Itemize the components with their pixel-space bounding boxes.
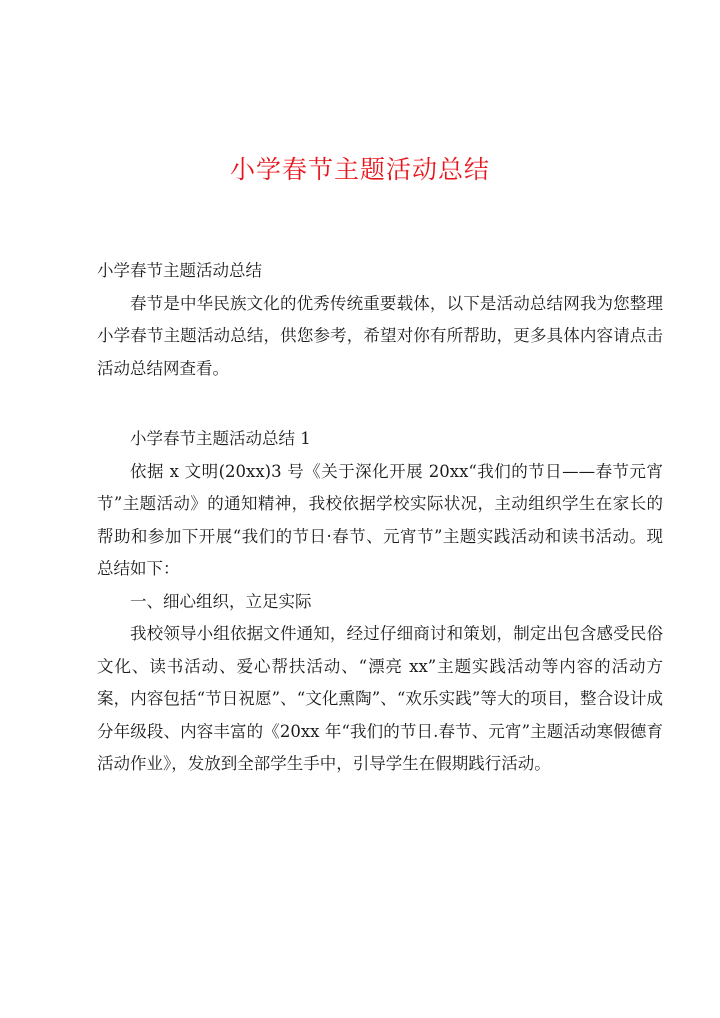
paragraph-gap [97, 385, 663, 423]
document-body [97, 255, 663, 781]
section-heading: 小学春节主题活动总结 1 [130, 429, 311, 448]
subsection-heading: 一、细心组织，立足实际 [130, 591, 312, 611]
paragraph-subtitle: 小学春节主题活动总结 [97, 261, 262, 280]
document-title: 小学春节主题活动总结 [229, 155, 490, 184]
paragraph-basis: 依据 x 文明(20xx)3 号《关于深化开展 20xx“我们的节日——春节元宵节”主题活动》的通知精神，我校依据学校实际状况，主动组织学生在家长的帮助和参加下开展“我们的节日·春节、元宵节”主题实践活动和读书活动。现总结如下： [97, 461, 663, 578]
paragraph-plan: 我校领导小组依据文件通知，经过仔细商讨和策划，制定出包含感受民俗文化、读书活动、爱心帮扶活动、“漂亮 xx”主题实践活动等内容的活动方案，内容包括“节日祝愿”、“文化熏陶”、“欢乐实践”等大的项目，整合设计成分年级段、内容丰富的《20xx 年“我们的节日.春节、元宵”主题活动寒假德育活动作业》，发放到全部学生手中，引导学生在假期践行活动。 [97, 624, 663, 773]
paragraph-intro: 春节是中华民族文化的优秀传统重要载体，以下是活动总结网我为您整理小学春节主题活动总结，供您参考，希望对你有所帮助，更多具体内容请点击活动总结网查看。 [97, 293, 663, 378]
